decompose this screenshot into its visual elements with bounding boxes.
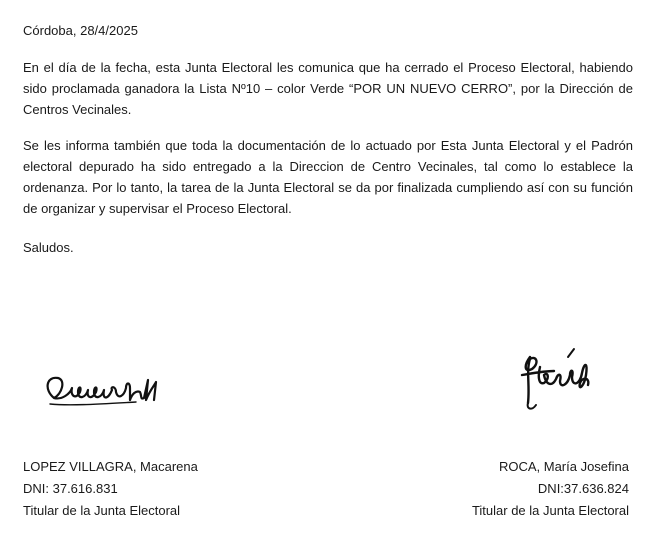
signatory-left-role: Titular de la Junta Electoral [23, 503, 181, 518]
signatory-right [472, 456, 629, 522]
paragraph-closing-announcement: En el día de la fecha, esta Junta Electoral les comunica que ha cerrado el Proceso Electoral, habiendo sido proclamada ganadora la Lista Nº10 – color Verde “POR UN NUEVO CERRO”, por la Dirección de Centros Vecinales. [23, 60, 633, 117]
signatory-right-dni: DNI:37.636.824 [537, 481, 629, 496]
signature-left-image [40, 360, 170, 420]
signatory-right-name: ROCA, María Josefina [498, 459, 629, 474]
signatory-right-role: Titular de la Junta Electoral [471, 503, 629, 518]
signatory-left-name: LOPEZ VILLAGRA, Macarena [23, 459, 198, 474]
paragraph-documentation-delivered: Se les informa también que toda la documentación de lo actuado por Esta Junta Electoral y el Padrón electoral depurado ha sido entregado a la Direccion de Centro Vecinales, tal como lo establece la ordenanza. Por lo tanto, la tarea de la Junta Electoral se da por finalizada cumpliendo así con su función de organizar y supervisar el Proceso Electoral. [23, 138, 633, 216]
letter-closing: Saludos. [23, 240, 74, 255]
letter-date: Córdoba, 28/4/2025 [23, 23, 138, 38]
signature-right-image [510, 345, 600, 420]
signatory-left [23, 456, 198, 522]
signatory-left-dni: DNI: 37.616.831 [23, 481, 118, 496]
